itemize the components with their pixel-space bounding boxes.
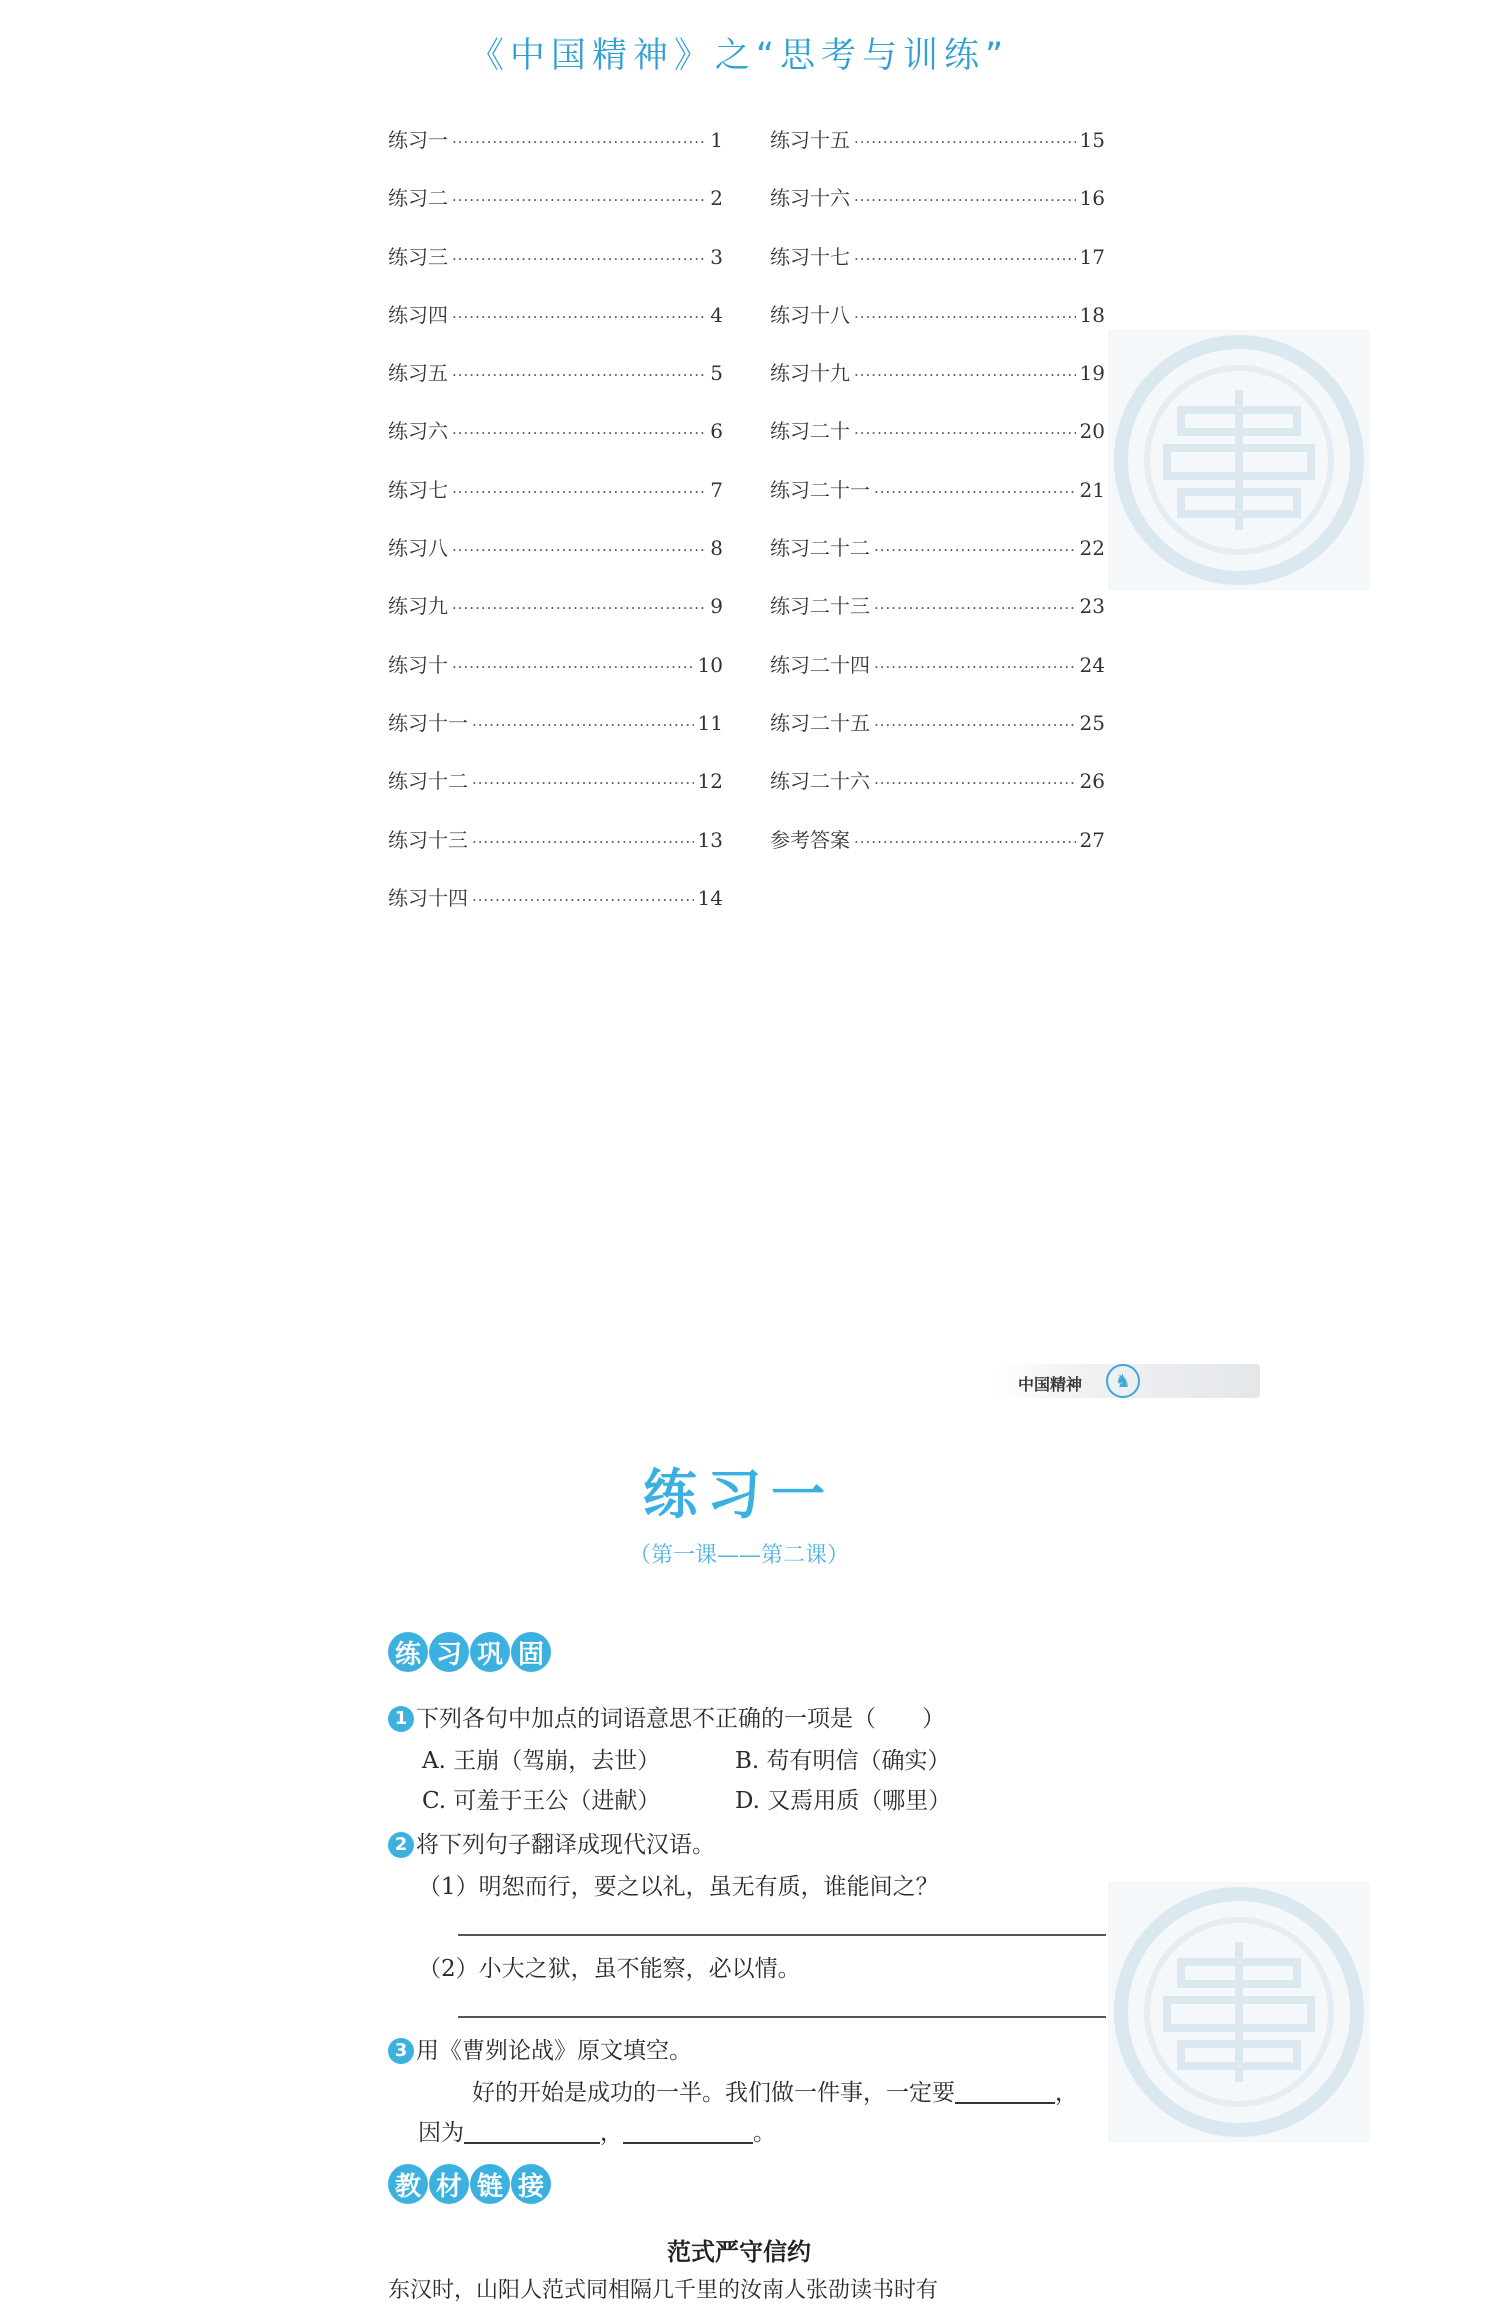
toc-entry-label: 练习四 bbox=[388, 302, 448, 327]
toc-entry-page: 8 bbox=[710, 536, 723, 561]
horse-logo-icon: ♞ bbox=[1106, 1364, 1140, 1398]
question-number-1: 1 bbox=[388, 1706, 414, 1732]
toc-leader-dots bbox=[874, 483, 1076, 501]
toc-leader-dots bbox=[874, 541, 1076, 559]
toc-entry-label: 练习二十六 bbox=[770, 769, 870, 794]
toc-leader-dots bbox=[854, 424, 1076, 442]
answer-line-1[interactable] bbox=[458, 1934, 1106, 1936]
toc-entry[interactable] bbox=[388, 590, 723, 648]
question-3-line-1 bbox=[472, 2074, 1078, 2107]
toc-leader-dots bbox=[452, 541, 706, 559]
toc-entry[interactable] bbox=[770, 707, 1105, 765]
badge-char: 材 bbox=[429, 2164, 469, 2204]
option-a: A. 王崩（驾崩，去世） bbox=[422, 1748, 661, 1774]
toc-leader-dots bbox=[472, 833, 694, 851]
toc-entry-label: 练习十四 bbox=[388, 885, 468, 910]
toc-entry-label: 练习二十四 bbox=[770, 652, 870, 677]
toc-leader-dots bbox=[854, 833, 1076, 851]
toc-entry-label: 练习三 bbox=[388, 244, 448, 269]
toc-entry-label: 练习二 bbox=[388, 186, 448, 211]
toc-entry[interactable] bbox=[388, 649, 723, 707]
toc-entry-page: 27 bbox=[1079, 827, 1105, 852]
toc-leader-dots bbox=[472, 716, 694, 734]
toc-entry-label: 练习十三 bbox=[388, 827, 468, 852]
question-2-text: 将下列句子翻译成现代汉语。 bbox=[416, 1832, 715, 1858]
toc-leader-dots bbox=[452, 366, 706, 384]
toc-entry-page: 20 bbox=[1079, 419, 1105, 444]
toc-entry-page: 1 bbox=[710, 128, 723, 152]
toc-leader-dots bbox=[854, 191, 1076, 209]
toc-entry-label: 练习二十二 bbox=[770, 536, 870, 561]
toc-entry-page: 4 bbox=[710, 302, 723, 327]
article-body: 东汉时，山阳人范式同相隔几千里的汝南人张劭读书时有 bbox=[388, 2278, 939, 2303]
toc-leader-dots bbox=[854, 366, 1076, 384]
toc-leader-dots bbox=[874, 774, 1076, 792]
toc-entry[interactable] bbox=[388, 357, 723, 415]
toc-entry-label: 练习九 bbox=[388, 594, 448, 619]
toc-entry-label: 练习十二 bbox=[388, 769, 468, 794]
toc-entry[interactable] bbox=[388, 474, 723, 532]
toc-entry-label: 练习十九 bbox=[770, 361, 850, 386]
toc-entry[interactable] bbox=[770, 241, 1105, 299]
toc-leader-dots bbox=[452, 483, 706, 501]
toc-entry[interactable] bbox=[388, 824, 723, 882]
toc-entry-page: 23 bbox=[1079, 594, 1105, 619]
toc-entry-label: 练习十一 bbox=[388, 710, 468, 735]
exercise-title: 练习一 bbox=[643, 1463, 835, 1526]
toc-entry[interactable] bbox=[770, 182, 1105, 240]
answer-line-2[interactable] bbox=[458, 2016, 1106, 2018]
toc-entry-page: 13 bbox=[697, 827, 723, 852]
toc-leader-dots bbox=[452, 424, 706, 442]
toc-leader-dots bbox=[854, 250, 1076, 268]
toc-entry-page: 10 bbox=[697, 652, 723, 677]
toc-entry-page: 3 bbox=[710, 244, 723, 269]
page-header-text: 中国精神 bbox=[1018, 1375, 1083, 1394]
option-c: C. 可羞于王公（进献） bbox=[422, 1788, 661, 1814]
badge-char: 练 bbox=[388, 1632, 428, 1672]
question-3-line-1-text: 好的开始是成功的一半。我们做一件事，一定要 bbox=[472, 2080, 955, 2106]
toc-entry-label: 练习二十三 bbox=[770, 594, 870, 619]
question-number-3: 3 bbox=[388, 2038, 414, 2064]
toc-entry-page: 26 bbox=[1079, 769, 1105, 794]
toc-entry-page: 7 bbox=[710, 477, 723, 502]
toc-leader-dots bbox=[452, 250, 706, 268]
toc-entry-page: 9 bbox=[710, 594, 723, 619]
question-3-text: 用《曹刿论战》原文填空。 bbox=[416, 2038, 692, 2064]
toc-entry[interactable] bbox=[770, 415, 1105, 473]
toc-entry-page: 16 bbox=[1079, 186, 1105, 211]
toc-entry[interactable] bbox=[770, 765, 1105, 823]
toc-leader-dots bbox=[452, 658, 694, 676]
toc-entry-page: 18 bbox=[1079, 302, 1105, 327]
toc-entry[interactable] bbox=[770, 474, 1105, 532]
badge-char: 固 bbox=[511, 1632, 551, 1672]
toc-entry-page: 22 bbox=[1079, 536, 1105, 561]
toc-leader-dots bbox=[452, 191, 706, 209]
question-1-text: 下列各句中加点的词语意思不正确的一项是（ ） bbox=[416, 1706, 945, 1732]
toc-entry-label: 练习五 bbox=[388, 361, 448, 386]
section-badge-practice bbox=[388, 1632, 551, 1672]
toc-entry-label: 练习六 bbox=[388, 419, 448, 444]
toc-entry-label: 参考答案 bbox=[770, 827, 850, 852]
toc-leader-dots bbox=[854, 308, 1076, 326]
toc-entry-label: 练习二十五 bbox=[770, 710, 870, 735]
fill-blank-1[interactable] bbox=[955, 2080, 1055, 2104]
question-3 bbox=[388, 2032, 692, 2065]
toc-entry-label: 练习八 bbox=[388, 536, 448, 561]
toc-right-column bbox=[770, 124, 1105, 882]
section-badge-textbook-link bbox=[388, 2164, 551, 2204]
question-1 bbox=[388, 1700, 945, 1733]
toc-entry-label: 练习七 bbox=[388, 477, 448, 502]
fill-blank-2[interactable] bbox=[464, 2120, 600, 2144]
toc-entry-label: 练习十五 bbox=[770, 128, 850, 152]
toc-entry-page: 25 bbox=[1079, 710, 1105, 735]
toc-entry-page: 5 bbox=[710, 361, 723, 386]
toc-entry-page: 2 bbox=[710, 186, 723, 211]
toc-entry-page: 17 bbox=[1079, 244, 1105, 269]
toc-entry[interactable] bbox=[770, 124, 1105, 182]
option-d: D. 又焉用质（哪里） bbox=[735, 1788, 952, 1814]
option-b: B. 苟有明信（确实） bbox=[735, 1748, 951, 1774]
toc-entry[interactable] bbox=[770, 824, 1105, 882]
toc-entry[interactable] bbox=[388, 415, 723, 473]
toc-entry[interactable] bbox=[388, 124, 723, 182]
toc-entry-page: 15 bbox=[1079, 128, 1105, 152]
badge-char: 链 bbox=[470, 2164, 510, 2204]
question-2-sentence-1: （1）明恕而行，要之以礼，虽无有质，谁能间之？ bbox=[418, 1874, 939, 1900]
toc-entry-page: 6 bbox=[710, 419, 723, 444]
toc-entry[interactable] bbox=[770, 590, 1105, 648]
toc-leader-dots bbox=[452, 133, 706, 151]
punct: ， bbox=[600, 2120, 623, 2146]
badge-char: 教 bbox=[388, 2164, 428, 2204]
toc-leader-dots bbox=[874, 599, 1076, 617]
toc-entry-page: 19 bbox=[1079, 361, 1105, 386]
badge-char: 习 bbox=[429, 1632, 469, 1672]
toc-leader-dots bbox=[472, 891, 694, 909]
toc-entry-label: 练习十七 bbox=[770, 244, 850, 269]
punct: 。 bbox=[753, 2120, 776, 2146]
watermark-seal-icon bbox=[1108, 1882, 1370, 2142]
article-title: 范式严守信约 bbox=[667, 2238, 811, 2266]
toc-leader-dots bbox=[452, 308, 706, 326]
toc-leader-dots bbox=[874, 658, 1076, 676]
toc-leader-dots bbox=[874, 716, 1076, 734]
badge-char: 接 bbox=[511, 2164, 551, 2204]
toc-entry-label: 练习一 bbox=[388, 128, 448, 152]
toc-entry-page: 11 bbox=[697, 710, 723, 735]
toc-entry-page: 21 bbox=[1079, 477, 1105, 502]
punct: ， bbox=[1055, 2080, 1078, 2106]
toc-entry[interactable] bbox=[770, 649, 1105, 707]
exercise-subtitle: （第一课——第二课） bbox=[628, 1543, 849, 1568]
toc-entry[interactable] bbox=[388, 299, 723, 357]
fill-blank-3[interactable] bbox=[623, 2120, 753, 2144]
toc-entry-page: 24 bbox=[1079, 652, 1105, 677]
toc-leader-dots bbox=[854, 133, 1076, 151]
toc-entry-label: 练习十 bbox=[388, 652, 448, 677]
question-number-2: 2 bbox=[388, 1832, 414, 1858]
toc-leader-dots bbox=[452, 599, 706, 617]
toc-entry[interactable] bbox=[770, 299, 1105, 357]
toc-entry-page: 12 bbox=[697, 769, 723, 794]
toc-entry[interactable] bbox=[388, 532, 723, 590]
toc-entry[interactable] bbox=[388, 882, 723, 940]
toc-entry[interactable] bbox=[388, 241, 723, 299]
toc-entry-label: 练习十八 bbox=[770, 302, 850, 327]
toc-title: 《中国精神》之“思考与训练” bbox=[468, 36, 1010, 76]
question-3-line-2-start: 因为 bbox=[418, 2120, 464, 2146]
toc-entry-label: 练习十六 bbox=[770, 186, 850, 211]
toc-entry[interactable] bbox=[770, 357, 1105, 415]
toc-entry[interactable] bbox=[388, 707, 723, 765]
question-2 bbox=[388, 1826, 715, 1859]
watermark-seal-icon bbox=[1108, 330, 1370, 590]
toc-entry-label: 练习二十一 bbox=[770, 477, 870, 502]
question-2-sentence-2: （2）小大之狱，虽不能察，必以情。 bbox=[418, 1956, 801, 1982]
toc-entry[interactable] bbox=[388, 765, 723, 823]
badge-char: 巩 bbox=[470, 1632, 510, 1672]
toc-left-column bbox=[388, 124, 723, 940]
toc-entry[interactable] bbox=[770, 532, 1105, 590]
question-3-line-2 bbox=[418, 2114, 776, 2147]
toc-leader-dots bbox=[472, 774, 694, 792]
toc-entry[interactable] bbox=[388, 182, 723, 240]
toc-entry-label: 练习二十 bbox=[770, 419, 850, 444]
toc-entry-page: 14 bbox=[697, 885, 723, 910]
